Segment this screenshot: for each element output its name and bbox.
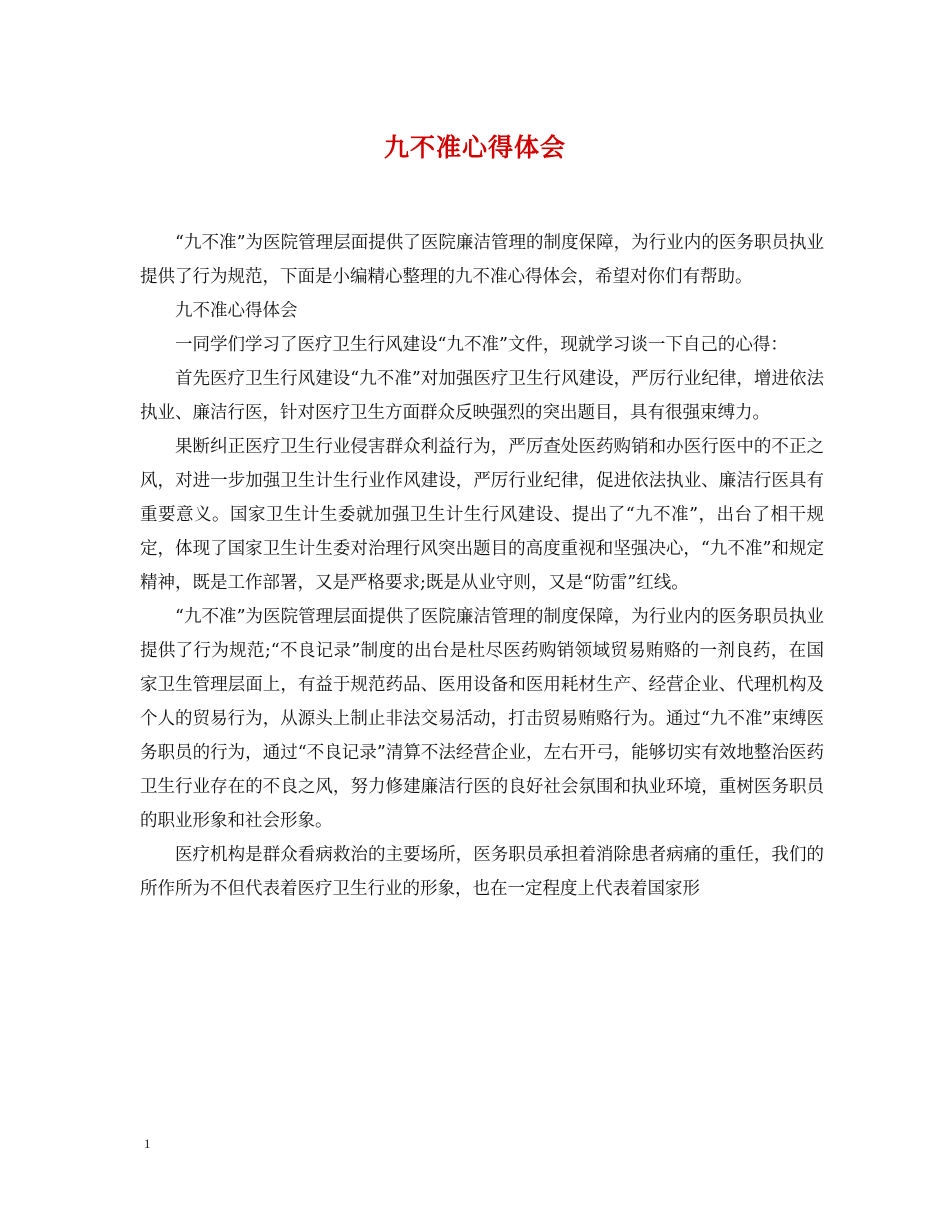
page-number: 1 <box>144 1136 151 1151</box>
document-body <box>140 226 824 906</box>
paragraph: “九不准”为医院管理层面提供了医院廉洁管理的制度保障，为行业内的医务职员执业提供了行为规范;“不良记录”制度的出台是杜尽医药购销领域贸易贿赂的一剂良药，在国家卫生管理层面上，有益于规范药品、医用设备和医用耗材生产、经营企业、代理机构及个人的贸易行为，从源头上制止非法交易活动，打击贸易贿赂行为。通过“九不准”束缚医务职员的行为，通过“不良记录”清算不法经营企业，左右开弓，能够切实有效地整治医药卫生行业存在的不良之风，努力修建廉洁行医的良好社会氛围和执业环境，重树医务职员的职业形象和社会形象。 <box>140 607 824 831</box>
paragraph: 医疗机构是群众看病救治的主要场所，医务职员承担着消除患者病痛的重任，我们的所作所为不但代表着医疗卫生行业的形象，也在一定程度上代表着国家形 <box>140 845 824 899</box>
document-title: 九不准心得体会 <box>383 133 566 162</box>
paragraph: 一同学们学习了医疗卫生行风建设“九不准”文件，现就学习谈一下自己的心得： <box>175 335 788 355</box>
paragraph: 果断纠正医疗卫生行业侵害群众利益行为，严厉查处医药购销和办医行医中的不正之风，对进一步加强卫生计生行业作风建设，严厉行业纪律，促进依法执业、廉洁行医具有重要意义。国家卫生计生委就加强卫生计生行风建设、提出了“九不准”，出台了相干规定，体现了国家卫生计生委对治理行风突出题目的高度重视和坚强决心，“九不准”和规定精神，既是工作部署，又是严格要求;既是从业守则，又是“防雷”红线。 <box>140 437 824 593</box>
paragraph: 九不准心得体会 <box>175 301 298 321</box>
paragraph: “九不准”为医院管理层面提供了医院廉洁管理的制度保障，为行业内的医务职员执业提供了行为规范，下面是小编精心整理的九不准心得体会，希望对你们有帮助。 <box>140 233 824 287</box>
paragraph: 首先医疗卫生行风建设“九不准”对加强医疗卫生行风建设，严厉行业纪律，增进依法执业、廉洁行医，针对医疗卫生方面群众反映强烈的突出题目，具有很强束缚力。 <box>140 369 824 423</box>
